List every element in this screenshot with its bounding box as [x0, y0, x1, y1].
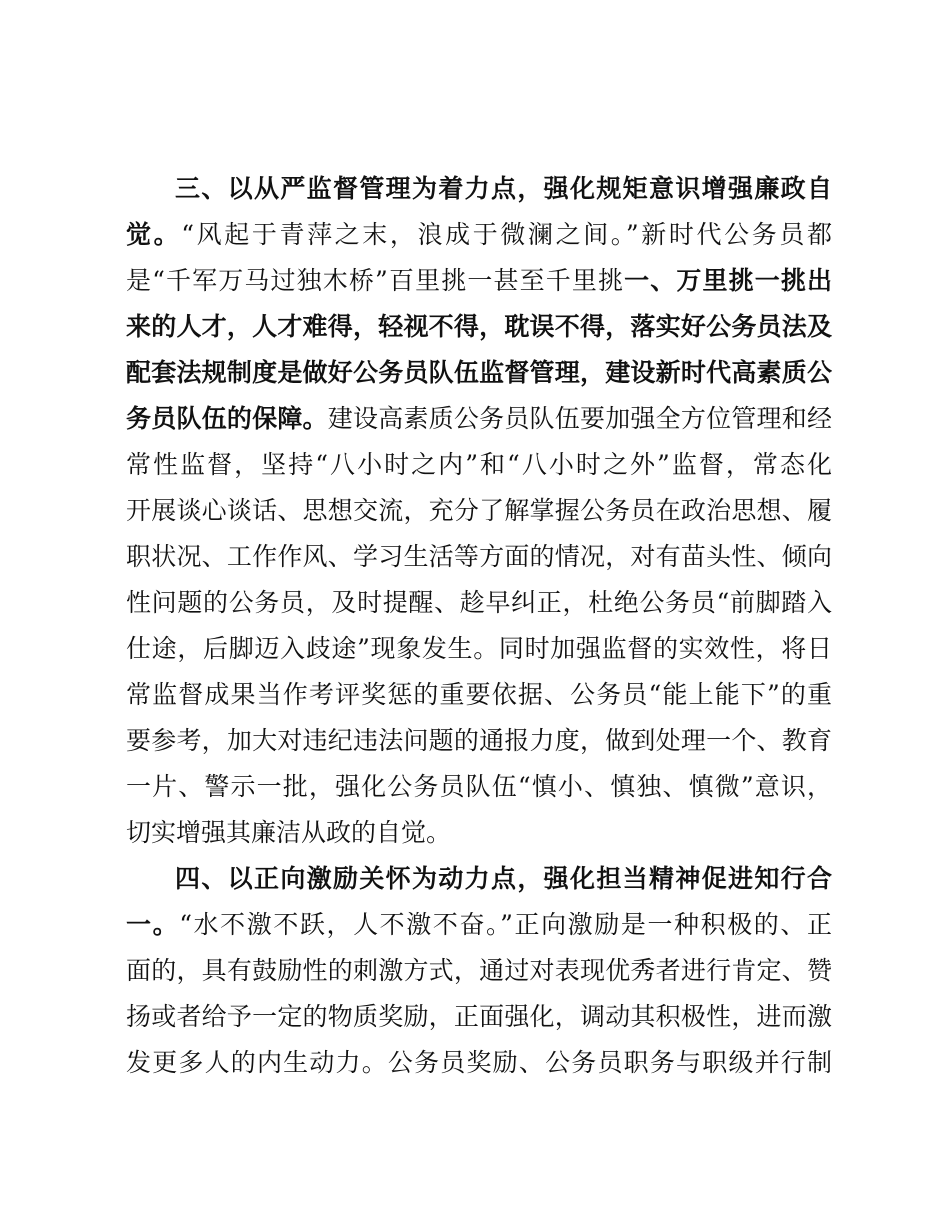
body-text: 扬或者给予一定的物质奖励，正面强化，调动其积极性，进而激: [126, 1002, 832, 1031]
paragraph-line: [126, 258, 832, 304]
paragraph-line: [126, 994, 832, 1040]
bold-text: 来的人才，人才难得，轻视不得，耽误不得，落实好公务员法及: [126, 312, 832, 341]
paragraph-line: [126, 304, 832, 350]
paragraph-line: [126, 902, 832, 948]
paragraph-line: [126, 396, 832, 442]
body-text: 一片、警示一批，强化公务员队伍“慎小、慎独、慎微”意识，: [126, 772, 832, 801]
heading-text: 三、以从严监督管理为着力点，强化规矩意识增强廉政自: [175, 174, 832, 203]
section3-heading-line: [175, 166, 832, 212]
body-text: 面的，具有鼓励性的刺激方式，通过对表现优秀者进行肯定、赞: [126, 956, 832, 985]
paragraph-line: [126, 442, 832, 488]
paragraph-line: [126, 810, 832, 856]
body-text: “风起于青萍之末，浪成于微澜之间。”新时代公务员都: [181, 220, 832, 249]
body-text: 切实增强其廉洁从政的自觉。: [126, 818, 452, 847]
body-text: 常性监督，坚持“八小时之内”和“八小时之外”监督，常态化: [126, 450, 832, 479]
paragraph-line: [126, 212, 832, 258]
paragraph-line: [126, 672, 832, 718]
heading-text: 觉。: [126, 220, 182, 249]
bold-text: 一、万里挑一挑出: [624, 266, 832, 295]
body-text: 开展谈心谈话、思想交流，充分了解掌握公务员在政治思想、履: [126, 496, 832, 525]
paragraph-line: [126, 350, 832, 396]
body-text: 性问题的公务员，及时提醒、趁早纠正，杜绝公务员“前脚踏入: [126, 588, 832, 617]
paragraph-line: [126, 488, 832, 534]
paragraph-line: [126, 948, 832, 994]
body-text: 职状况、工作作风、学习生活等方面的情况，对有苗头性、倾向: [126, 542, 832, 571]
body-text: 是“千军万马过独木桥”百里挑一甚至千里挑: [126, 266, 625, 295]
body-text: 发更多人的内生动力。公务员奖励、公务员职务与职级并行制: [126, 1048, 832, 1077]
heading-text: 一。: [126, 910, 180, 939]
paragraph-line: [126, 718, 832, 764]
paragraph-line: [126, 534, 832, 580]
bold-text: 务员队伍的保障。: [126, 404, 328, 433]
paragraph-line: [126, 764, 832, 810]
paragraph-line: [126, 580, 832, 626]
section4-heading-line: [175, 856, 832, 902]
body-text: “水不激不跃，人不激不奋。”正向激励是一种积极的、正: [179, 910, 832, 939]
body-text: 常监督成果当作考评奖惩的重要依据、公务员“能上能下”的重: [126, 680, 832, 709]
heading-text: 四、以正向激励关怀为动力点，强化担当精神促进知行合: [175, 864, 832, 893]
body-text: 要参考，加大对违纪违法问题的通报力度，做到处理一个、教育: [126, 726, 832, 755]
paragraph-line: [126, 1040, 832, 1086]
paragraph-line: [126, 626, 832, 672]
body-text: 仕途，后脚迈入歧途”现象发生。同时加强监督的实效性，将日: [126, 634, 832, 663]
bold-text: 配套法规制度是做好公务员队伍监督管理，建设新时代高素质公: [126, 358, 832, 387]
body-text: 建设高素质公务员队伍要加强全方位管理和经: [327, 404, 832, 433]
